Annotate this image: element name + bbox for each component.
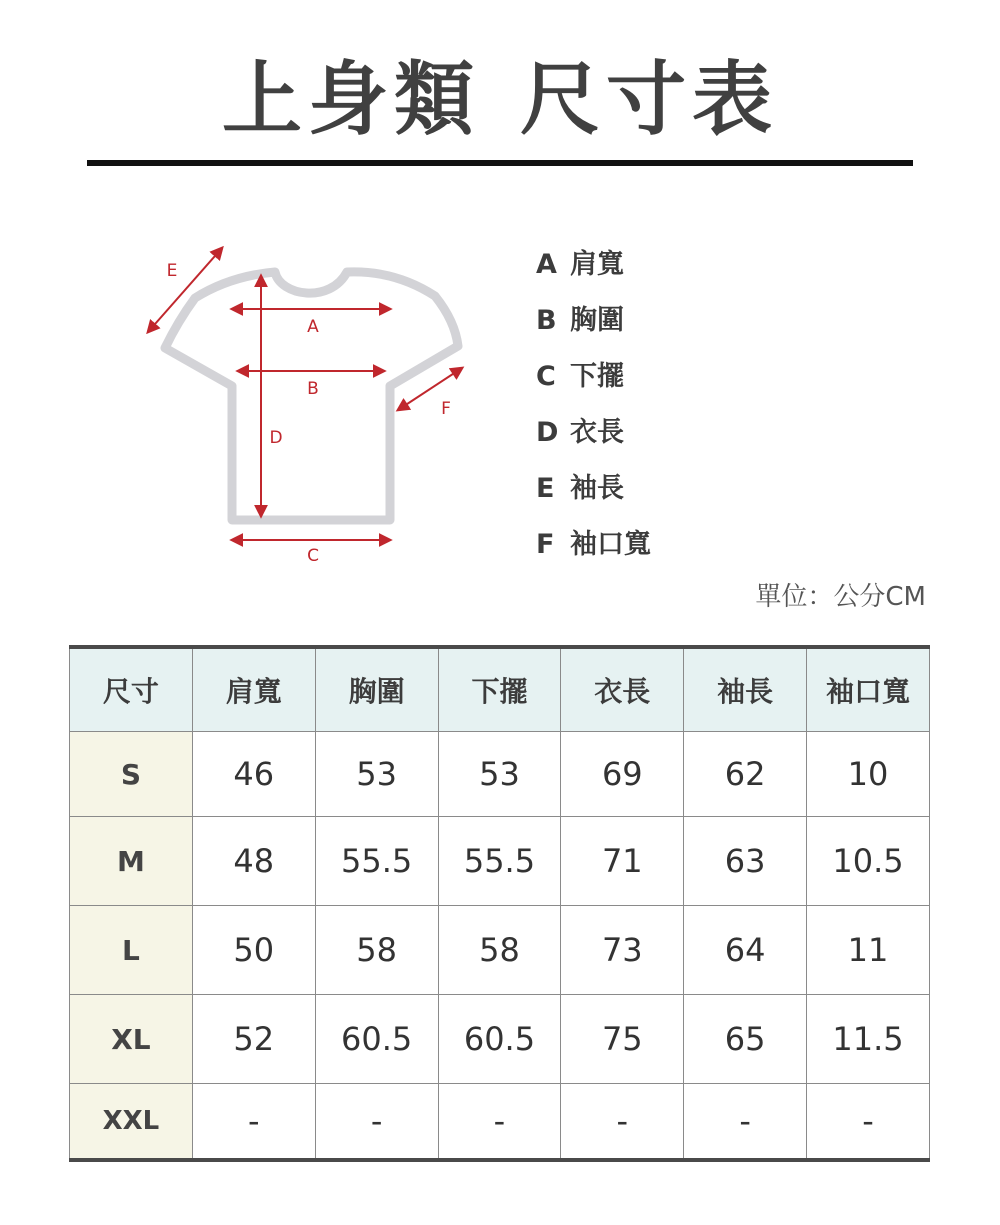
legend-item: [536, 412, 651, 468]
table-cell: 48: [192, 817, 315, 906]
unit-note: 單位：公分CM: [755, 582, 926, 612]
label-a: A: [307, 317, 319, 337]
legend-letter: C: [536, 361, 556, 392]
table-row: [70, 732, 930, 817]
table-cell: 50: [192, 906, 315, 995]
table-cell: 11.5: [807, 995, 930, 1084]
legend-label: 肩寬: [570, 249, 624, 280]
shirt-diagram: [140, 236, 480, 576]
title-part2: 尺寸表: [520, 53, 778, 146]
legend-label: 下擺: [570, 361, 624, 392]
table-cell: 65: [684, 995, 807, 1084]
size-cell: XL: [70, 995, 193, 1084]
table-cell: 10.5: [807, 817, 930, 906]
table-cell: -: [192, 1084, 315, 1161]
legend-letter: E: [536, 473, 555, 504]
legend-letter: F: [536, 529, 555, 560]
table-cell: 60.5: [315, 995, 438, 1084]
table-cell: 11: [807, 906, 930, 995]
table-cell: -: [807, 1084, 930, 1161]
table-cell: 58: [315, 906, 438, 995]
table-header-row: [70, 647, 930, 732]
table-cell: 53: [315, 732, 438, 817]
table-cell: -: [438, 1084, 561, 1161]
table-cell: 69: [561, 732, 684, 817]
table-cell: 71: [561, 817, 684, 906]
table-cell: 55.5: [438, 817, 561, 906]
legend-letter: D: [536, 417, 559, 448]
column-header: 胸圍: [315, 647, 438, 732]
label-c: C: [307, 546, 319, 566]
column-header: 肩寬: [192, 647, 315, 732]
table-cell: -: [684, 1084, 807, 1161]
size-cell: S: [70, 732, 193, 817]
column-header: 下擺: [438, 647, 561, 732]
table-cell: 73: [561, 906, 684, 995]
label-d: D: [269, 428, 283, 448]
table-cell: 53: [438, 732, 561, 817]
size-cell: XXL: [70, 1084, 193, 1161]
table-cell: -: [315, 1084, 438, 1161]
legend-label: 胸圍: [570, 305, 624, 336]
table-cell: 64: [684, 906, 807, 995]
label-b: B: [307, 379, 319, 399]
title-part1: 上身類: [222, 53, 480, 146]
legend-label: 袖長: [570, 473, 624, 504]
size-cell: L: [70, 906, 193, 995]
table-cell: 63: [684, 817, 807, 906]
table-cell: 58: [438, 906, 561, 995]
table-cell: 55.5: [315, 817, 438, 906]
measurement-legend: [536, 244, 651, 580]
legend-item: [536, 356, 651, 412]
column-header: 袖長: [684, 647, 807, 732]
legend-item: [536, 244, 651, 300]
legend-letter: B: [536, 305, 557, 336]
table-row: [70, 906, 930, 995]
table-cell: 10: [807, 732, 930, 817]
label-f: F: [441, 399, 451, 419]
page-title: [0, 52, 1000, 148]
table-row: [70, 1084, 930, 1161]
legend-item: [536, 524, 651, 580]
legend-item: [536, 468, 651, 524]
legend-letter: A: [536, 249, 557, 280]
legend-label: 袖口寬: [570, 529, 651, 560]
title-divider: [87, 160, 913, 166]
label-e: E: [166, 261, 178, 281]
table-cell: -: [561, 1084, 684, 1161]
size-cell: M: [70, 817, 193, 906]
column-header: 尺寸: [70, 647, 193, 732]
table-cell: 46: [192, 732, 315, 817]
legend-item: [536, 300, 651, 356]
table-cell: 62: [684, 732, 807, 817]
size-table: [69, 645, 930, 1162]
column-header: 衣長: [561, 647, 684, 732]
legend-label: 衣長: [570, 417, 624, 448]
table-cell: 75: [561, 995, 684, 1084]
column-header: 袖口寬: [807, 647, 930, 732]
table-row: [70, 995, 930, 1084]
table-cell: 60.5: [438, 995, 561, 1084]
table-cell: 52: [192, 995, 315, 1084]
table-row: [70, 817, 930, 906]
